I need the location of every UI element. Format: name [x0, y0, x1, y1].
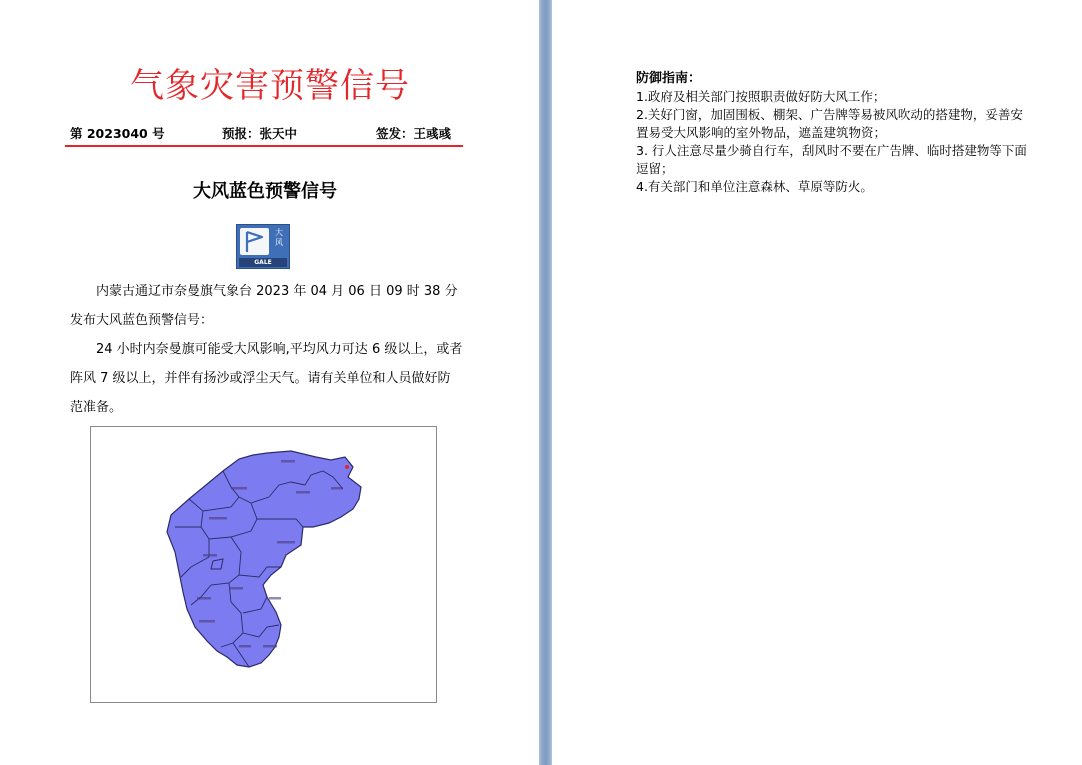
signal-side-text: 大风: [275, 228, 283, 247]
document-header-title: 气象灾害预警信号: [130, 66, 410, 106]
guideline-item: 2.关好门窗，加固围板、棚架、广告牌等易被风吹动的搭建物，妥善安置易受大风影响的室外物品，遮盖建筑物资；: [636, 107, 1023, 140]
forecaster-name: 预报：张天中: [222, 126, 298, 141]
header-divider: [65, 145, 463, 147]
issuer-name: 签发：王彧彧: [376, 126, 452, 141]
warning-document-page: [0, 0, 539, 765]
signal-footer-text: GALE: [239, 258, 287, 267]
page-gutter: [539, 0, 552, 765]
forecast-paragraph: 24 小时内奈曼旗可能受大风影响,平均风力可达 6 级以上，或者阵风 7 级以上，并伴有扬沙或浮尘天气。请有关单位和人员做好防范准备。: [70, 342, 463, 415]
guidelines-heading: 防御指南：: [636, 71, 702, 86]
guideline-item: 3. 行人注意尽量少骑自行车，刮风时不要在广告牌、临时搭建物等下面逗留；: [636, 143, 1027, 176]
flag-icon: [240, 228, 269, 255]
map-region-shape: [167, 451, 361, 667]
guideline-item: 1.政府及相关部门按照职责做好防大风工作；: [636, 89, 886, 104]
issuance-paragraph: 内蒙古通辽市奈曼旗气象台 2023 年 04 月 06 日 09 时 38 分发布大风蓝色预警信号：: [70, 284, 458, 328]
gale-blue-signal-icon: [236, 224, 290, 269]
issue-number: 第 2023040 号: [70, 126, 165, 141]
signal-title: 大风蓝色预警信号: [193, 181, 337, 202]
region-map-image: [91, 427, 436, 702]
guideline-item: 4.有关部门和单位注意森林、草原等防火。: [636, 179, 873, 194]
guidelines-list: [636, 88, 1034, 196]
warning-area-map: [90, 426, 437, 703]
map-marker: [345, 465, 349, 469]
